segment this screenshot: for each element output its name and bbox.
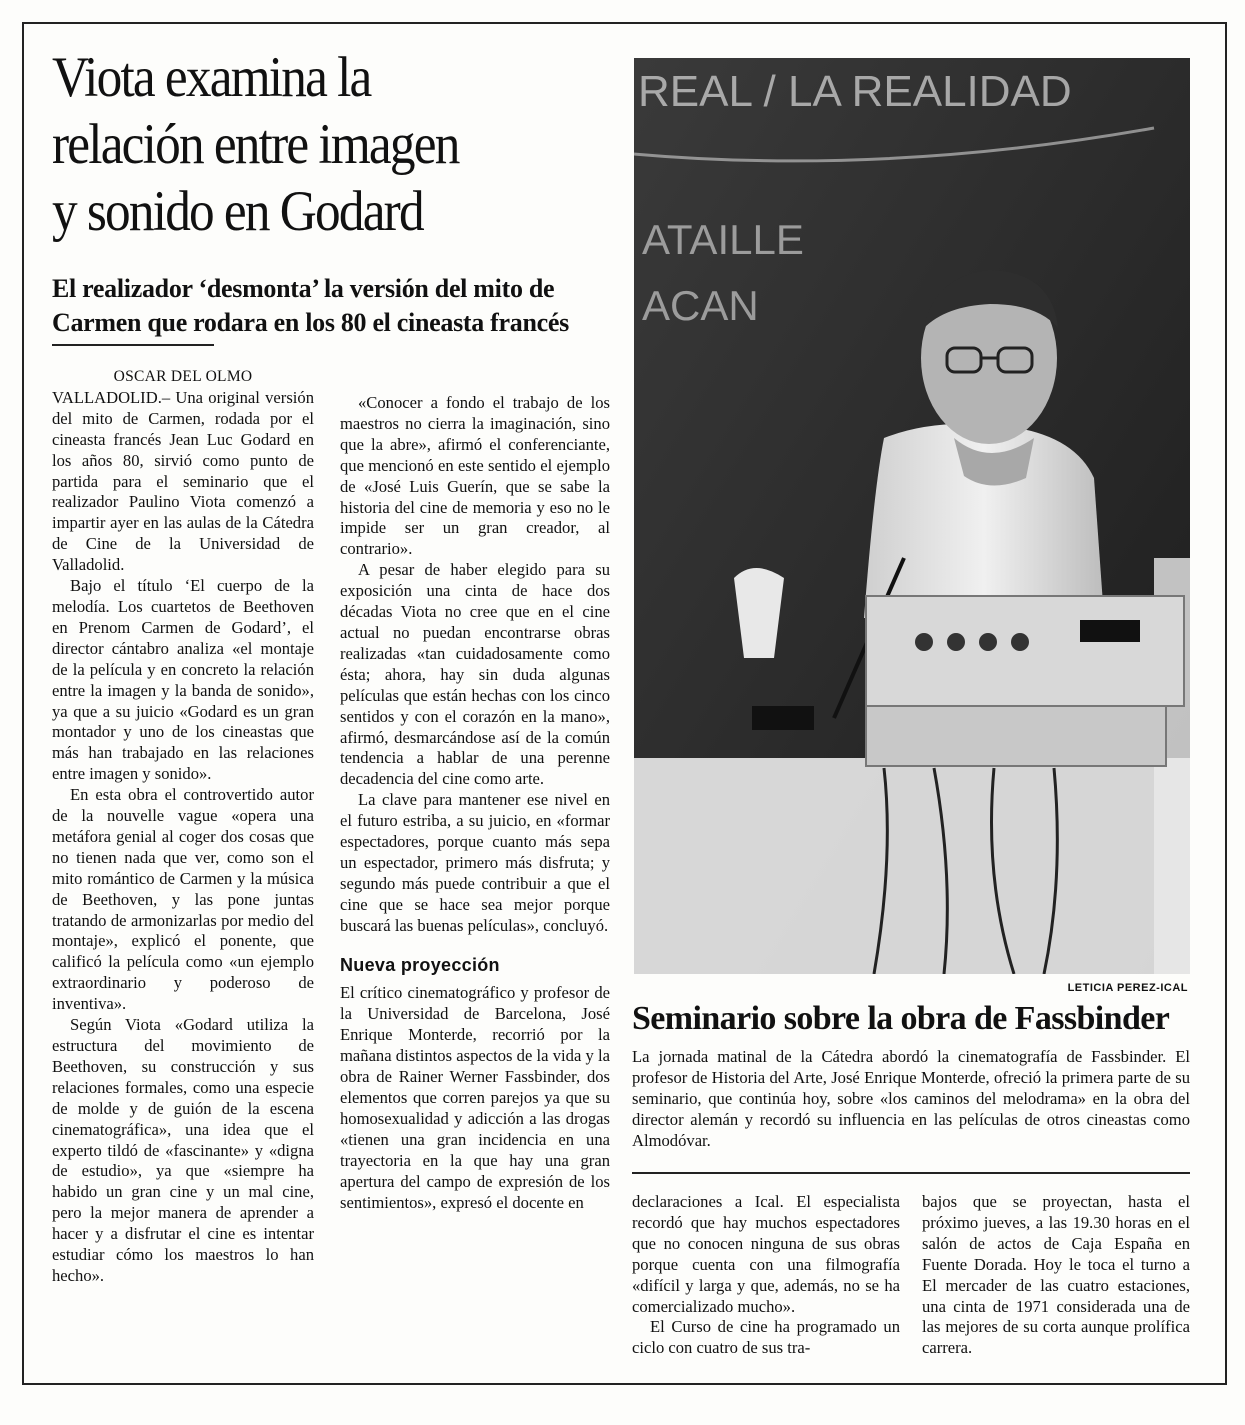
paragraph: declaraciones a Ical. El especialista recordó que hay muchos espectadores que no conocen ninguna de sus obras porque cuenta con una filmografía «difícil y larga y que, además, no se ha comercializado mucho». — [632, 1192, 900, 1316]
column-2 — [340, 393, 610, 1213]
section-heading: Nueva proyección — [340, 954, 500, 975]
column-1 — [52, 367, 314, 1287]
headline — [52, 44, 570, 245]
column-4 — [922, 1192, 1190, 1359]
photo — [634, 58, 1190, 974]
headline-line-3: y sonido en Godard — [52, 180, 423, 243]
photo-credit: LETICIA PEREZ-ICAL — [1067, 982, 1188, 994]
subheadline-line-2: Carmen que rodara en los 80 el cineasta francés — [52, 308, 569, 337]
paragraph: El crítico cinematográfico y profesor de la Universidad de Barcelona, José Enrique Monterde, recorrió por la mañana distintos aspectos de la vida y la obra de Rainer Werner Fassbinder, dos elementos que corren parejos ya que su homosexualidad y adicción a las drogas «tienen una gran incidencia en una trayectoria en la que hay una gran apertura del campo de expresión de los sentimientos», expresó el docente en — [340, 983, 610, 1212]
paragraph: La clave para mantener ese nivel en el futuro estriba, a su juicio, en «formar espectadores, porque cuanto más sepa un espectador, primero más disfruta; y segundo más puede contribuir a que el cine que se hace sea mejor porque buscará las buenas películas», concluyó. — [340, 790, 610, 935]
caption-title: Seminario sobre la obra de Fassbinder — [632, 1000, 1170, 1037]
headline-line-2: relación entre imagen — [52, 113, 459, 176]
paragraph: A pesar de haber elegido para su exposición una cinta de hace dos décadas Viota no cree que en el cine actual no puedan encontrarse obras realizadas «tan cuidadosamente como ésta; ahora, hay sin duda algunas películas que están hechas con los cinco sentidos y con el corazón en la mano», afirmó, desmarcándose así de la común tendencia a hablar de una perenne decadencia del cine como arte. — [340, 560, 610, 789]
paragraph: En esta obra el controvertido autor de la nouvelle vague «opera una metáfora genial al coger dos cosas que no tienen nada que ver, como son el mito romántico de Carmen y la música de Beethoven, y las pone juntas tratando de armonizarlas por medio del montaje», explicó el ponente, que calificó la película como «un ejemplo extraordinario y poderoso de inventiva». — [52, 785, 314, 1014]
column-3 — [632, 1192, 900, 1359]
paragraph: El Curso de cine ha programado un ciclo con cuatro de sus tra- — [632, 1317, 900, 1358]
subheadline — [52, 272, 632, 340]
caption-text: La jornada matinal de la Cátedra abordó la cinematografía de Fassbinder. El profesor de Historia del Arte, José Enrique Monterde, ofreció la primera parte de su seminario, que continúa hoy, sobre «los caminos del melodrama» en la obra del director alemán y recordó su influencia en las películas de otros cineastas como Almodóvar. — [632, 1047, 1190, 1150]
board-text-3: ACAN — [642, 282, 759, 329]
headline-line-1: Viota examina la — [52, 46, 371, 109]
paragraph: bajos que se proyectan, hasta el próximo jueves, a las 19.30 horas en el salón de actos de Caja España en Fuente Dorada. Hoy le toca el turno a El mercader de las cuatro estaciones, una cinta de 1971 considerada una de las mejores de su corta aunque prolífica carrera. — [922, 1192, 1190, 1358]
board-text-2: ATAILLE — [642, 216, 804, 263]
paragraph: Según Viota «Godard utiliza la estructura del movimiento de Beethoven, su construcción y sus relaciones formales, como una especie de molde y de guión de la escena cinematográfica», una idea que el experto tildó de «fascinante» y «digna de estudio», ya que «siempre ha habido un gran cine y un mal cine, pero la mejor manera de aprender a hacer y a disfrutar el cine es intentar estudiar cómo los maestros lo han hecho». — [52, 1015, 314, 1285]
paragraph: VALLADOLID.– Una original versión del mito de Carmen, rodada por el cineasta francés Jean Luc Godard en los años 80, sirvió como punto de partida para el seminario que el realizador Paulino Viota comenzó a impartir ayer en las aulas de la Cátedra de Cine de la Universidad de Valladolid. — [52, 387, 314, 575]
photo-illustration — [634, 58, 1190, 974]
paragraph: «Conocer a fondo el trabajo de los maestros no cierra la imaginación, sino que la abre», afirmó el conferenciante, que mencionó en este sentido el ejemplo de «José Luis Guerín, que se sabe la historia del cine de memoria y eso no le impide ser un gran creador, al contrario». — [340, 393, 610, 559]
byline: OSCAR DEL OLMO — [113, 368, 253, 385]
caption-rule — [632, 1172, 1190, 1174]
subheadline-rule — [52, 344, 214, 346]
paragraph: Bajo el título ‘El cuerpo de la melodía. Los cuartetos de Beethoven en Prenom Carmen de Godard’, el director cántabro analiza «el montaje de la película y en concreto la relación entre la imagen y la banda de sonido», ya que a su juicio «Godard es un gran montador y uno de los cineastas que más han trabajado en las relaciones entre imagen y sonido». — [52, 576, 314, 784]
subheadline-line-1: El realizador ‘desmonta’ la versión del mito de — [52, 274, 555, 303]
board-text-1: REAL / LA REALIDAD — [638, 67, 1072, 116]
